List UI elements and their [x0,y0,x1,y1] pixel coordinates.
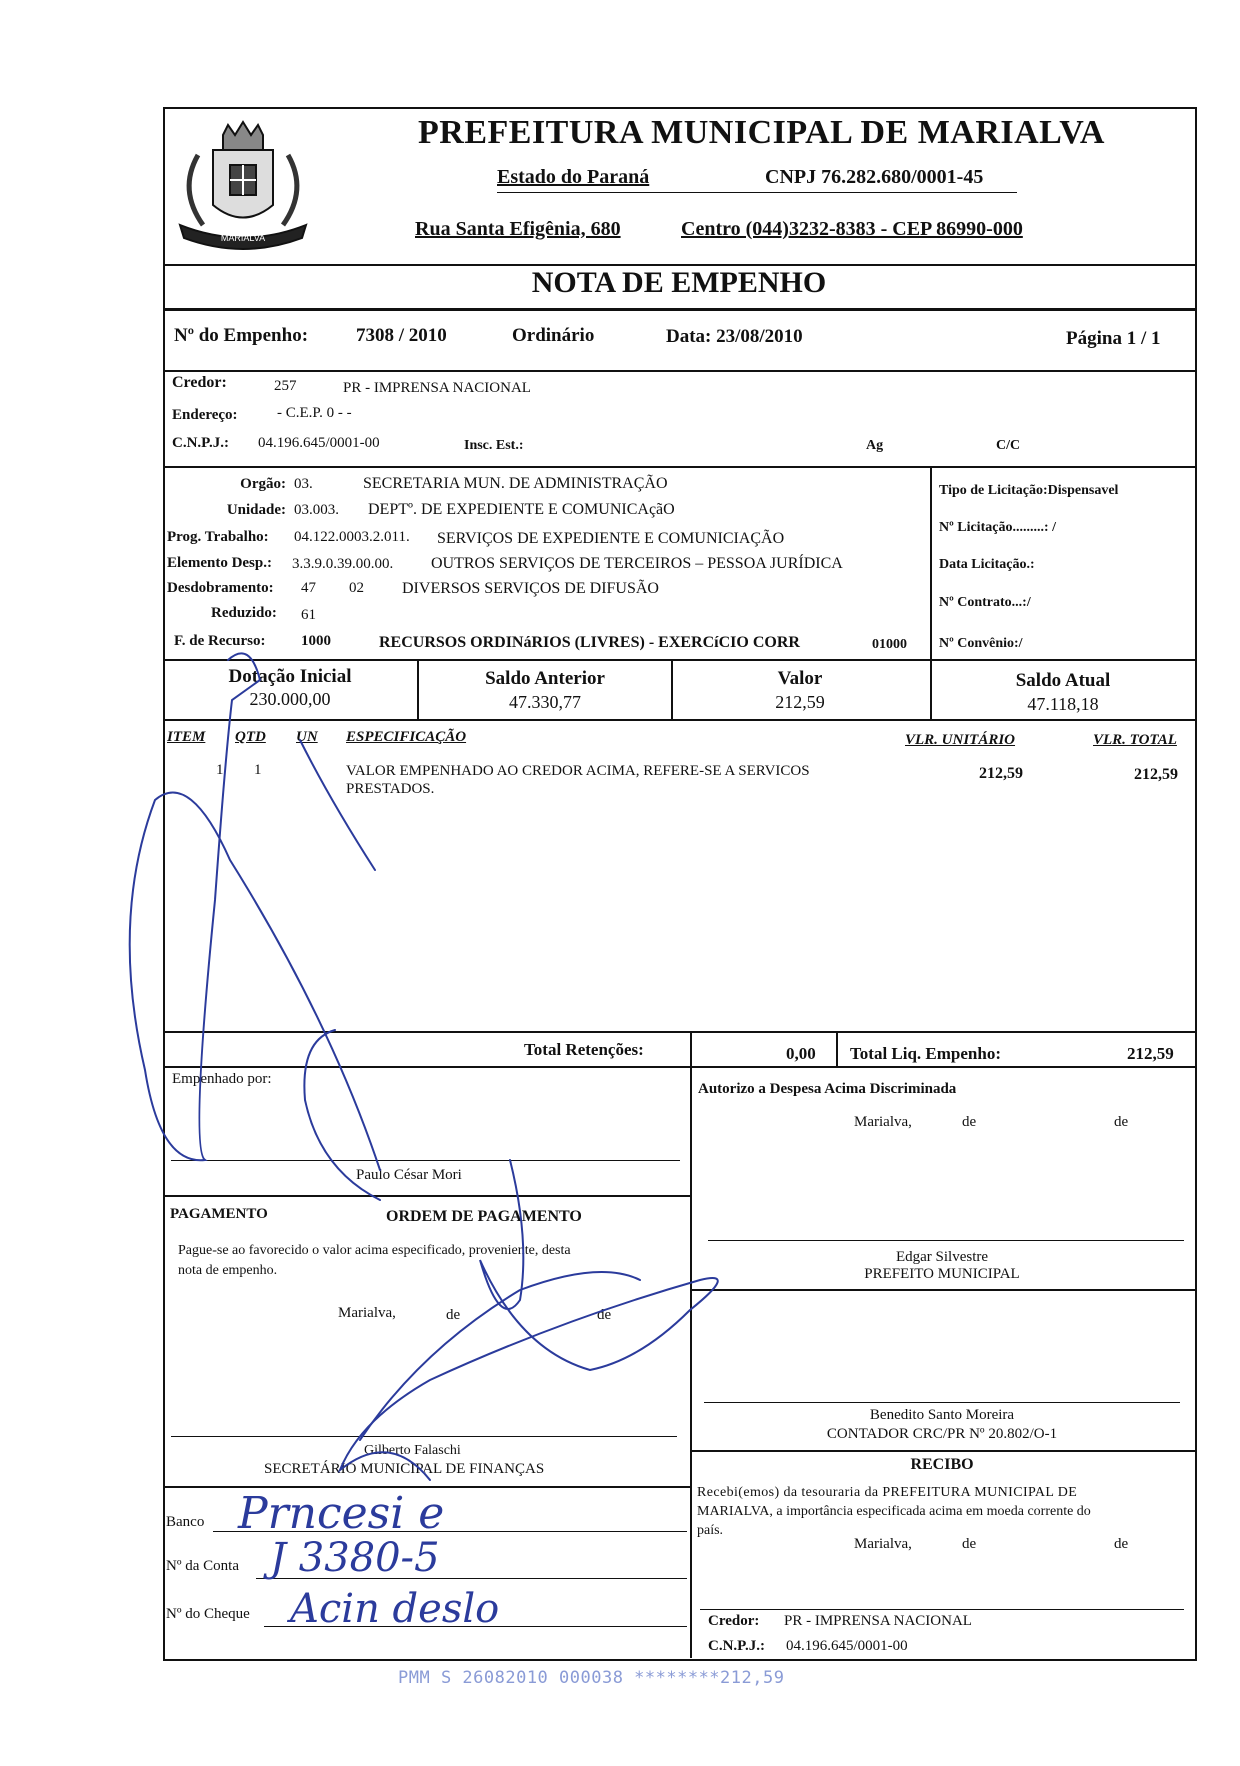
orgao-label: Orgão: [240,476,286,492]
elem-label: Elemento Desp.: [167,555,272,571]
saldo-valor-label: Valor [777,668,823,689]
header-address: Rua Santa Efigênia, 680 [415,218,621,240]
saldo-dotacao-label: Dotação Inicial [228,666,352,687]
contador-title: CONTADOR CRC/PR Nº 20.802/O-1 [826,1426,1058,1442]
ordem-text-2: nota de empenho. [178,1263,278,1278]
cnpj-value: 04.196.645/0001-00 [258,435,380,451]
empenho-page: Página 1 / 1 [1066,328,1161,349]
elem-value: OUTROS SERVIÇOS DE TERCEIROS – PESSOA JURÍDICA [431,555,843,572]
municipal-crest-icon [168,110,318,260]
doc-title: NOTA DE EMPENHO [531,266,827,299]
licitacao-convenio: Nº Convênio:/ [939,636,1023,651]
credor-label: Credor: [172,374,227,391]
payment-stamp: PMM S 26082010 000038 ********212,59 [398,1668,785,1688]
fonte-value: RECURSOS ORDINáRIOS (LIVRES) - EXERCíCIO CORR [379,634,800,651]
recibo-city: Marialva, [854,1536,912,1552]
recibo-credor-name: PR - IMPRENSA NACIONAL [784,1613,972,1629]
unidade-value: DEPTº. DE EXPEDIENTE E COMUNICAçãO [368,501,675,518]
cheque-label: Nº do Cheque [166,1606,250,1622]
row-unit: 212,59 [979,765,1023,782]
endereco-value: - C.E.P. 0 - - [277,405,352,421]
fonte-code2: 01000 [872,637,907,652]
header-title: PREFEITURA MUNICIPAL DE MARIALVA [418,114,1105,151]
ag-label: Ag [866,438,884,453]
banco-handwritten: Prncesi e [238,1488,445,1539]
ordem-city: Marialva, [338,1305,396,1321]
ordem-de-2: de [597,1307,612,1323]
prog-code: 04.122.0003.2.011. [294,529,410,545]
recibo-cnpj-value: 04.196.645/0001-00 [786,1638,908,1654]
licitacao-numero: Nº Licitação.........: / [939,520,1056,535]
recibo-text-3: país. [697,1523,724,1538]
crest-label: MARIALVA [220,233,266,243]
cc-label: C/C [996,438,1021,453]
saldo-anterior-label: Saldo Anterior [485,668,605,689]
autorizo-de-1: de [962,1114,977,1130]
row-spec: VALOR EMPENHADO AO CREDOR ACIMA, REFERE-SE A SERVICOS [346,763,810,779]
ordem-text-1: Pague-se ao favorecido o valor acima especificado, proveniente, desta [178,1243,571,1258]
saldo-atual-value: 47.118,18 [1027,694,1099,714]
banco-label: Banco [166,1514,205,1530]
licitacao-data: Data Licitação.: [939,557,1035,572]
saldo-anterior-value: 47.330,77 [509,692,581,712]
recibo-text-2: MARIALVA, a importância especificada acima em moeda corrente do [697,1504,1091,1519]
conta-label: Nº da Conta [166,1558,239,1574]
licitacao-tipo: Tipo de Licitação:Dispensavel [939,483,1119,498]
conta-handwritten: J 3380-5 [270,1535,440,1581]
empenho-number: 7308 / 2010 [356,325,447,346]
red-value: 61 [301,607,316,623]
desd-label: Desdobramento: [167,580,274,596]
ordem-de-1: de [446,1307,461,1323]
col-vlr-total: VLR. TOTAL [1093,732,1177,748]
sec-name: Gilberto Falaschi [364,1443,461,1458]
row-total: 212,59 [1134,766,1178,783]
fonte-code: 1000 [301,633,331,649]
autorizo-de-2: de [1114,1114,1129,1130]
header-state: Estado do Paraná [497,166,650,188]
empenho-type: Ordinário [512,325,595,346]
recibo-cnpj-label: C.N.P.J.: [708,1638,765,1654]
pagamento-label: PAGAMENTO [170,1206,268,1222]
saldo-atual-label: Saldo Atual [1015,670,1111,691]
col-item: ITEM [167,729,206,745]
row-item: 1 [216,762,224,778]
recibo-text-1: Recebi(emos) da tesouraria da PREFEITURA MUNICIPAL DE [697,1485,1078,1500]
empenhado-name: Paulo César Mori [356,1167,462,1183]
desd-value: DIVERSOS SERVIÇOS DE DIFUSÃO [402,580,659,597]
saldo-valor-value: 212,59 [775,692,825,712]
col-vlr-unitario: VLR. UNITÁRIO [905,732,1016,748]
credor-code: 257 [274,378,297,394]
autorizo-city: Marialva, [854,1114,912,1130]
retencoes-label: Total Retenções: [524,1040,644,1059]
ordem-label: ORDEM DE PAGAMENTO [386,1208,582,1225]
empenho-date: Data: 23/08/2010 [666,326,803,347]
empenho-label: Nº do Empenho: [174,325,309,346]
elem-code: 3.3.9.0.39.00.00. [292,556,394,572]
insc-label: Insc. Est.: [464,438,524,453]
licitacao-contrato: Nº Contrato...:/ [939,595,1031,610]
recibo-de-1: de [962,1536,977,1552]
recibo-credor-label: Credor: [708,1613,760,1629]
orgao-value: SECRETARIA MUN. DE ADMINISTRAÇÃO [363,475,668,492]
endereco-label: Endereço: [172,407,238,423]
col-especificacao: ESPECIFICAÇÃO [346,729,467,745]
empenhado-label: Empenhado por: [172,1071,272,1087]
header-contact: Centro (044)3232-8383 - CEP 86990-000 [681,218,1023,240]
desd-code1: 47 [301,580,316,596]
unidade-label: Unidade: [226,502,286,518]
retencoes-value: 0,00 [786,1044,816,1063]
fonte-label: F. de Recurso: [174,633,266,649]
header-cnpj: CNPJ 76.282.680/0001-45 [765,166,984,188]
cheque-handwritten: Acin deslo [290,1586,500,1632]
autorizo-text: Autorizo a Despesa Acima Discriminada [698,1081,957,1097]
prog-value: SERVIÇOS DE EXPEDIENTE E COMUNICIAÇÃO [437,530,785,547]
prefeito-name: Edgar Silvestre [895,1249,989,1265]
red-label: Reduzido: [211,605,277,621]
liq-value: 212,59 [1127,1044,1174,1063]
credor-name: PR - IMPRENSA NACIONAL [343,380,531,396]
saldo-dotacao-value: 230.000,00 [249,689,331,709]
cnpj-label: C.N.P.J.: [172,435,229,451]
sec-title: SECRETÁRIO MUNICIPAL DE FINANÇAS [264,1461,545,1477]
recibo-de-2: de [1114,1536,1129,1552]
row-qtd: 1 [254,762,262,778]
recibo-label: RECIBO [910,1456,974,1473]
prefeito-title: PREFEITO MUNICIPAL [864,1266,1020,1282]
contador-name: Benedito Santo Moreira [869,1407,1015,1423]
row-spec-cont: PRESTADOS. [346,781,435,797]
prog-label: Prog. Trabalho: [167,529,269,545]
col-un: UN [296,729,318,745]
orgao-code: 03. [294,476,313,492]
liq-label: Total Liq. Empenho: [850,1044,1001,1063]
col-qtd: QTD [235,729,266,745]
desd-code2: 02 [349,580,364,596]
unidade-code: 03.003. [294,502,339,518]
